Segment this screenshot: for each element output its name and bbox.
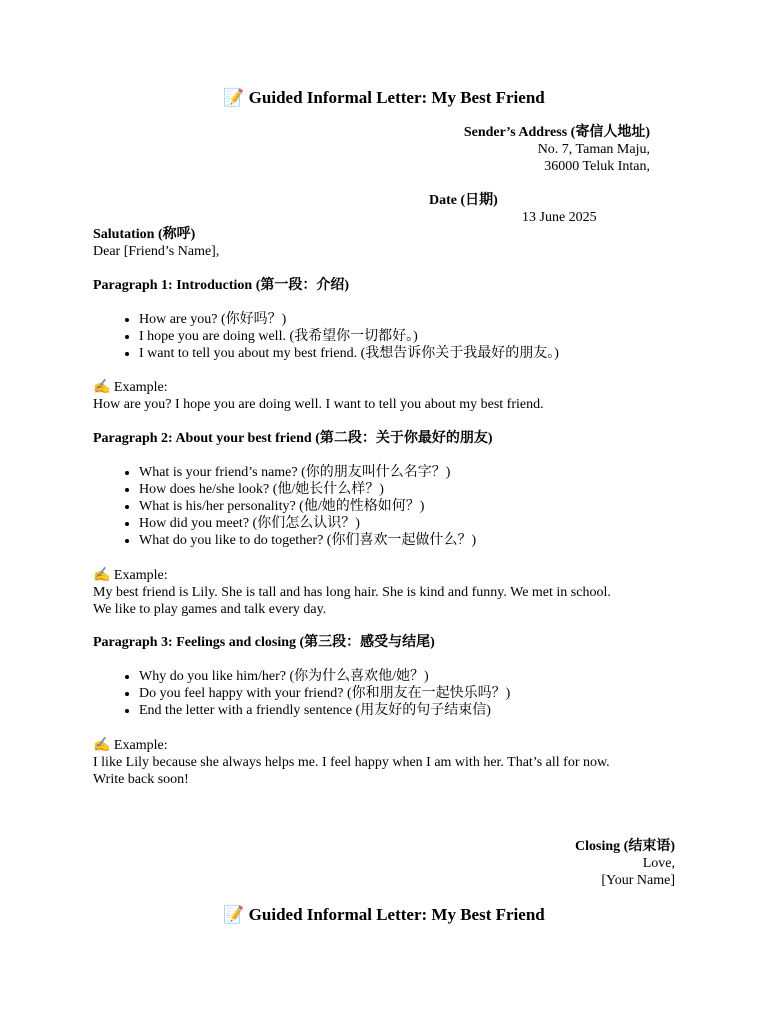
example-line: How are you? I hope you are doing well. I want to tell you about my best friend. xyxy=(93,397,544,412)
list-item: • Why do you like him/her? (你为什么喜欢他/她？) xyxy=(139,668,510,685)
closing-line2: [Your Name] xyxy=(601,873,675,888)
list-item: • I hope you are doing well. (我希望你一切都好。) xyxy=(139,328,559,345)
list-item: • Do you feel happy with your friend? (你和朋友在一起快乐吗？) xyxy=(139,685,510,702)
example-line: My best friend is Lily. She is tall and has long hair. She is kind and funny. We met in school. xyxy=(93,585,611,600)
salutation-value: Dear [Friend’s Name], xyxy=(93,244,220,259)
paragraph3-bullets xyxy=(117,668,510,719)
example-line: We like to play games and talk every day. xyxy=(93,602,327,617)
example-line: Write back soon! xyxy=(93,772,189,787)
closing xyxy=(575,838,675,889)
list-item: • What is your friend’s name? (你的朋友叫什么名字？) xyxy=(139,464,476,481)
salutation xyxy=(93,226,219,260)
list-item: • What do you like to do together? (你们喜欢一起做什么？) xyxy=(139,532,476,549)
sender-address-line2: 36000 Teluk Intan, xyxy=(544,159,650,174)
sender-address xyxy=(464,124,650,175)
list-item: • What is his/her personality? (他/她的性格如何？) xyxy=(139,498,476,515)
date-value: 13 June 2025 xyxy=(522,210,597,225)
list-item: • I want to tell you about my best friend. (我想告诉你关于我最好的朋友。) xyxy=(139,345,559,362)
example-label: ✍️ Example: xyxy=(93,380,168,395)
list-item: • How does he/she look? (他/她长什么样？) xyxy=(139,481,476,498)
example-line: I like Lily because she always helps me. I feel happy when I am with her. That’s all for now. xyxy=(93,755,610,770)
salutation-heading: Salutation (称呼) xyxy=(93,227,196,242)
date-heading: Date (日期) xyxy=(429,193,498,208)
paragraph1-bullets xyxy=(117,311,559,362)
paragraph1-heading: Paragraph 1: Introduction (第一段：介绍) xyxy=(93,278,350,293)
paragraph1-example xyxy=(93,379,673,413)
paragraph2-heading: Paragraph 2: About your best friend (第二段：关于你最好的朋友) xyxy=(93,431,493,446)
closing-heading: Closing (结束语) xyxy=(575,839,675,854)
sender-address-line1: No. 7, Taman Maju, xyxy=(537,142,650,157)
list-item: • End the letter with a friendly sentence (用友好的句子结束信) xyxy=(139,702,510,719)
closing-line1: Love, xyxy=(642,856,675,871)
sender-address-heading: Sender’s Address (寄信人地址) xyxy=(463,125,650,140)
example-label: ✍️ Example: xyxy=(93,568,168,583)
paragraph3-heading: Paragraph 3: Feelings and closing (第三段：感受与结尾) xyxy=(93,635,435,650)
paragraph2-example xyxy=(93,567,673,618)
footer-title: 📝 Guided Informal Letter: My Best Friend xyxy=(223,905,545,924)
example-label: ✍️ Example: xyxy=(93,738,168,753)
paragraph2-bullets xyxy=(117,464,476,549)
page-title: 📝 Guided Informal Letter: My Best Friend xyxy=(223,88,545,107)
list-item: • How did you meet? (你们怎么认识？) xyxy=(139,515,476,532)
list-item: • How are you? (你好吗？) xyxy=(139,311,559,328)
paragraph3-example xyxy=(93,737,673,788)
